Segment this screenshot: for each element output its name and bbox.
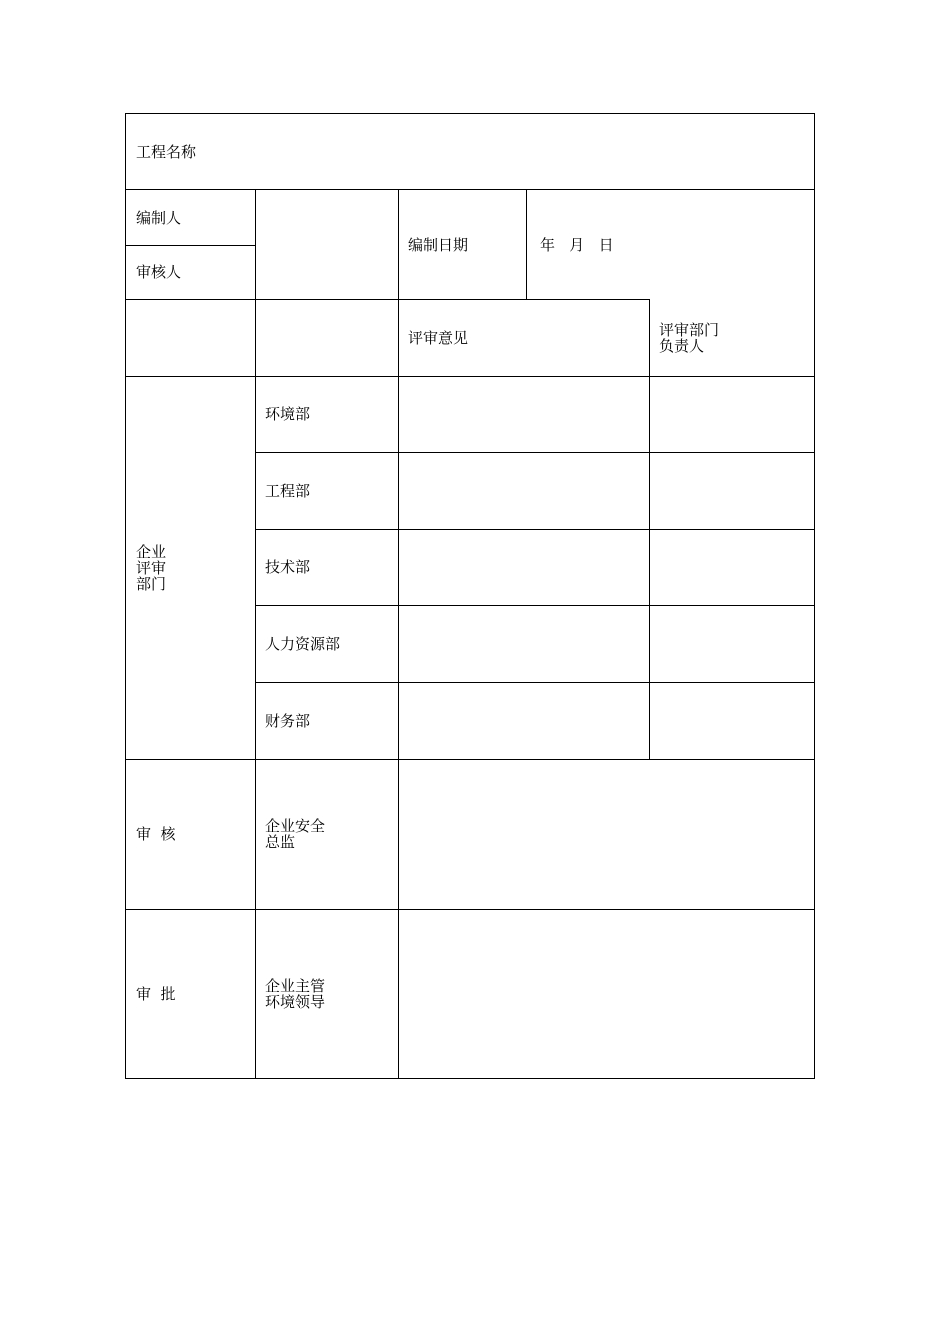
review-opinion-header: 评审意见: [408, 329, 469, 347]
compile-date-field[interactable]: 年 月 日: [540, 236, 614, 254]
compiler-label: 编制人: [136, 209, 182, 227]
table-border: [814, 113, 815, 1079]
dept-technology: 技术部: [265, 558, 311, 576]
audit-label: 审 核: [136, 825, 176, 843]
table-border: [255, 452, 815, 453]
table-border: [125, 189, 815, 190]
dept-engineering: 工程部: [265, 482, 311, 500]
approve-role: 企业主管 环境领导: [265, 977, 326, 1011]
table-border: [125, 113, 815, 114]
table-border: [125, 245, 255, 246]
table-border: [255, 605, 815, 606]
dept-environment: 环境部: [265, 405, 311, 423]
table-border: [125, 759, 815, 760]
table-border: [125, 909, 815, 910]
dept-finance: 财务部: [265, 712, 311, 730]
table-border: [125, 299, 650, 300]
approve-label: 审 批: [136, 985, 176, 1003]
dept-human-resources: 人力资源部: [265, 635, 341, 653]
table-border: [526, 189, 527, 300]
reviewer-label: 审核人: [136, 263, 182, 281]
table-border: [255, 529, 815, 530]
table-border: [125, 1078, 815, 1079]
project-name-field[interactable]: [266, 120, 806, 184]
table-border: [125, 113, 126, 1079]
project-name-label: 工程名称: [136, 143, 197, 161]
compile-date-label: 编制日期: [408, 236, 469, 254]
table-border: [649, 299, 650, 760]
table-border: [398, 189, 399, 1079]
audit-role: 企业安全 总监: [265, 817, 326, 851]
enterprise-depts-label: 企业 评审 部门: [136, 543, 167, 593]
table-border: [255, 682, 815, 683]
compiler-field[interactable]: [262, 196, 392, 292]
dept-head-header: 评审部门 负责人: [659, 321, 720, 355]
table-border: [255, 189, 256, 1079]
table-border: [125, 376, 815, 377]
